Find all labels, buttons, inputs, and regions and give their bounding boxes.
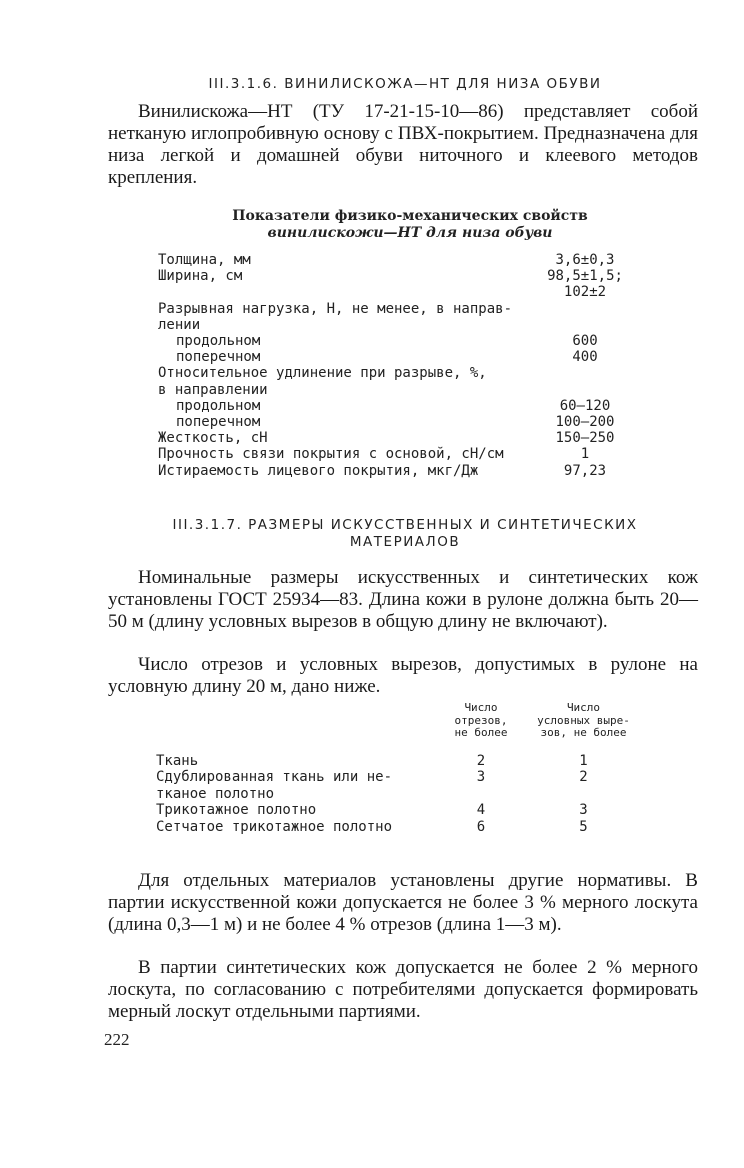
table-row: [158, 463, 640, 479]
table-row: [158, 333, 640, 349]
row-notches: 1: [579, 752, 588, 769]
table-row: [158, 284, 640, 300]
row-value: [530, 365, 640, 381]
section-heading-2-line2: МАТЕРИАЛОВ: [349, 534, 461, 550]
cuts-table: [156, 702, 646, 835]
row-cuts: 2: [476, 752, 486, 769]
row-label: Разрывная нагрузка, Н, не менее, в направ-: [158, 300, 513, 317]
row-value: 600: [572, 333, 598, 350]
row-value: 1: [580, 446, 590, 463]
row-label: лении: [158, 316, 201, 333]
header-cuts: Число отрезов, не более: [454, 701, 508, 739]
table-row: [158, 252, 640, 268]
row-label: Относительное удлинение при разрыве, %,: [158, 365, 487, 382]
row-value: 102±2: [563, 284, 607, 301]
section-heading-1: III.3.1.6. ВИНИЛИСКОЖА—НТ ДЛЯ НИЗА ОБУВИ: [208, 76, 602, 92]
table-row: [158, 268, 640, 284]
row-value: 400: [572, 349, 598, 366]
row-label: тканое полотно: [156, 785, 275, 802]
page-number: 222: [104, 1030, 130, 1049]
row-label: поперечном: [176, 414, 261, 431]
table-row: [158, 365, 640, 381]
row-label: Сдублированная ткань или не-: [156, 769, 393, 785]
row-label: [158, 284, 530, 300]
properties-caption: [160, 208, 660, 242]
row-cuts: 6: [476, 818, 486, 835]
row-value: 98,5±1,5;: [547, 268, 623, 285]
row-label: Сетчатое трикотажное полотно: [156, 818, 393, 835]
row-cuts: 3: [476, 769, 486, 785]
row-label: продольном: [176, 333, 261, 350]
row-label: Толщина, мм: [158, 252, 251, 268]
row-label: Прочность связи покрытия с основой, сН/см: [158, 446, 504, 463]
row-label: поперечном: [176, 349, 261, 366]
row-value: 3,6±0,3: [555, 252, 615, 268]
properties-caption-line1: Показатели физико-механических свойств: [232, 208, 588, 224]
row-value: 150—250: [555, 430, 615, 447]
row-value: 97,23: [563, 462, 607, 479]
section2-paragraph-3: Для отдельных материалов установлены другие нормативы. В партии искусственной кожи допускается не более 3 % мерного лоскута (длина 0,3—1 м) и не более 4 % отрезов (длина 1—3 м).: [108, 870, 698, 935]
row-label: Жесткость, сН: [158, 430, 268, 447]
row-value: [530, 317, 640, 333]
section2-paragraph-4: В партии синтетических кож допускается не более 2 % мерного лоскута, по согласованию с потребителями допускается формировать мерный лоскут отдельными партиями.: [108, 957, 698, 1022]
section1-paragraph: Винилискожа—НТ (ТУ 17-21-15-10—86) представляет собой нетканую иглопробивную основу с ПВХ-покрытием. Предназначена для низа легкой и домашней обуви ниточного и клеевого методов крепления.: [108, 101, 698, 188]
table-row: [158, 414, 640, 430]
row-notches: 5: [579, 818, 588, 835]
row-label: продольном: [176, 397, 261, 414]
row-label: в направлении: [158, 381, 268, 398]
row-value: [530, 301, 640, 317]
row-label: Истираемость лицевого покрытия, мкг/Дж: [158, 462, 479, 479]
table-row: [158, 382, 640, 398]
row-value: 60—120: [559, 397, 611, 414]
cuts-table-header: [156, 702, 646, 740]
row-notches: 3: [579, 802, 588, 818]
table-row: [156, 769, 646, 786]
row-label: Ткань: [156, 752, 199, 769]
table-row: [158, 430, 640, 446]
header-notches: Число условных выре- зов, не более: [537, 701, 630, 739]
table-row: [156, 786, 646, 803]
properties-table: [158, 252, 640, 479]
table-row: [158, 317, 640, 333]
row-label: Ширина, см: [158, 268, 243, 285]
section2-paragraph-2: Число отрезов и условных вырезов, допустимых в рулоне на условную длину 20 м, дано ниже.: [108, 654, 698, 697]
table-row: [156, 802, 646, 819]
properties-caption-line2: винилискожи—НТ для низа обуви: [267, 225, 553, 241]
table-row: [156, 819, 646, 836]
row-notches: 2: [579, 769, 588, 785]
table-row: [158, 398, 640, 414]
section-heading-2: [110, 517, 700, 551]
row-cuts: 4: [476, 802, 486, 818]
table-row: [158, 349, 640, 365]
row-label: Трикотажное полотно: [156, 802, 317, 818]
section-heading-2-line1: III.3.1.7. РАЗМЕРЫ ИСКУССТВЕННЫХ И СИНТЕТИЧЕСКИХ: [172, 517, 638, 533]
table-row: [158, 446, 640, 462]
row-cuts: [441, 786, 521, 803]
section2-paragraph-1: Номинальные размеры искусственных и синтетических кож установлены ГОСТ 25934—83. Длина кожи в рулоне должна быть 20—50 м (длину условных вырезов в общую длину не включают).: [108, 567, 698, 632]
row-value: 100—200: [555, 414, 615, 431]
table-row: [158, 301, 640, 317]
table-row: [156, 753, 646, 770]
row-notches: [521, 786, 646, 803]
row-value: [530, 382, 640, 398]
